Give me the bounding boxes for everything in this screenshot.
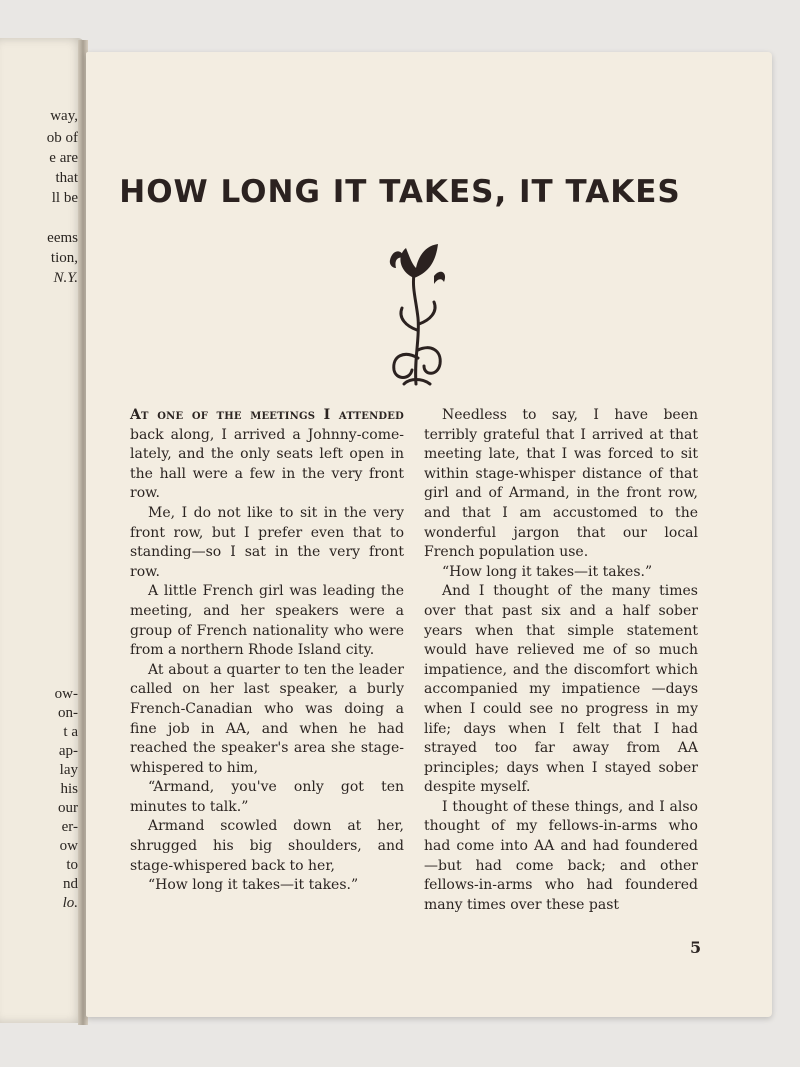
facing-page-text-line: nd (63, 876, 78, 892)
facing-page-text-line: our (58, 800, 78, 816)
facing-page-text-line: t a (63, 724, 78, 740)
article-paragraph (130, 406, 404, 504)
article-paragraph: Me, I do not like to sit in the very front row, but I prefer even that to standing—so I sat in the very front row. (130, 504, 404, 580)
facing-page-text-line: N.Y. (53, 270, 78, 286)
article-paragraph: “How long it takes—it takes.” (148, 877, 359, 894)
article-column-left (130, 406, 404, 896)
article-paragraph: And I thought of the many times over that past six and a half sober years when that simple statement would have relieved me of so much impatience, and the discomfort which accompanied my impatience —days when I could see no progress in my life; days when I felt that I had strayed too far away from AA principles; days when I stayed sober despite myself. (424, 583, 698, 796)
facing-page-text-line: ob of (46, 130, 78, 146)
article-column-right (424, 406, 698, 915)
lead-in-smallcaps: At one of the meetings I attended (130, 407, 404, 423)
facing-page-text-line: e are (49, 150, 78, 166)
facing-page-text-line: ap- (58, 743, 78, 759)
facing-page-text-line: way, (50, 108, 78, 124)
facing-page-text-line: his (60, 781, 78, 797)
facing-page-text-line: that (55, 170, 78, 186)
article-paragraph: “How long it takes—it takes.” (442, 563, 653, 580)
article-paragraph: I thought of these things, and I also thought of my fellows-in-arms who had come into AA and had foundered—but had come back; and other fellows-in-arms who had foundered many times over these past (424, 798, 698, 913)
facing-page-text-line: tion, (50, 250, 78, 266)
article-title: HOW LONG IT TAKES, IT TAKES (119, 174, 681, 210)
tulip-flourish-icon (384, 238, 450, 388)
facing-page-text-line: lay (59, 762, 78, 778)
facing-page-text-line: er- (61, 819, 78, 835)
article-paragraph: Needless to say, I have been terribly grateful that I arrived at that meeting late, that I was forced to sit within stage-whisper distance of that girl and of Armand, in the front row, and that I am accustomed to the wonderful jargon that our local French population use. (424, 407, 698, 561)
facing-page-text-line: ll be (51, 190, 78, 206)
facing-page-text-line: eems (47, 230, 78, 246)
article-paragraph: “Armand, you've only got ten minutes to talk.” (130, 779, 404, 815)
facing-page-text-line: ow- (54, 686, 78, 702)
article-paragraph: Armand scowled down at her, shrugged his big shoulders, and stage-whispered back to her, (130, 818, 404, 874)
article-paragraph: A little French girl was leading the meeting, and her speakers were a group of French nationality who were from a northern Rhode Island city. (130, 583, 404, 659)
page-number: 5 (690, 938, 702, 957)
facing-page-text-line: to (66, 857, 78, 873)
facing-page-text-line: lo. (62, 895, 78, 911)
facing-page-text-line: ow (59, 838, 78, 854)
facing-page-text-line: on- (58, 705, 78, 721)
article-paragraph: At about a quarter to ten the leader called on her last speaker, a burly French-Canadian who was doing a fine job in AA, and when he had reached the speaker's area she stage-whispered to him, (130, 661, 404, 776)
paragraph-text: back along, I arrived a Johnny-come-lately, and the only seats left open in the hall were a few in the very front row. (130, 426, 404, 502)
